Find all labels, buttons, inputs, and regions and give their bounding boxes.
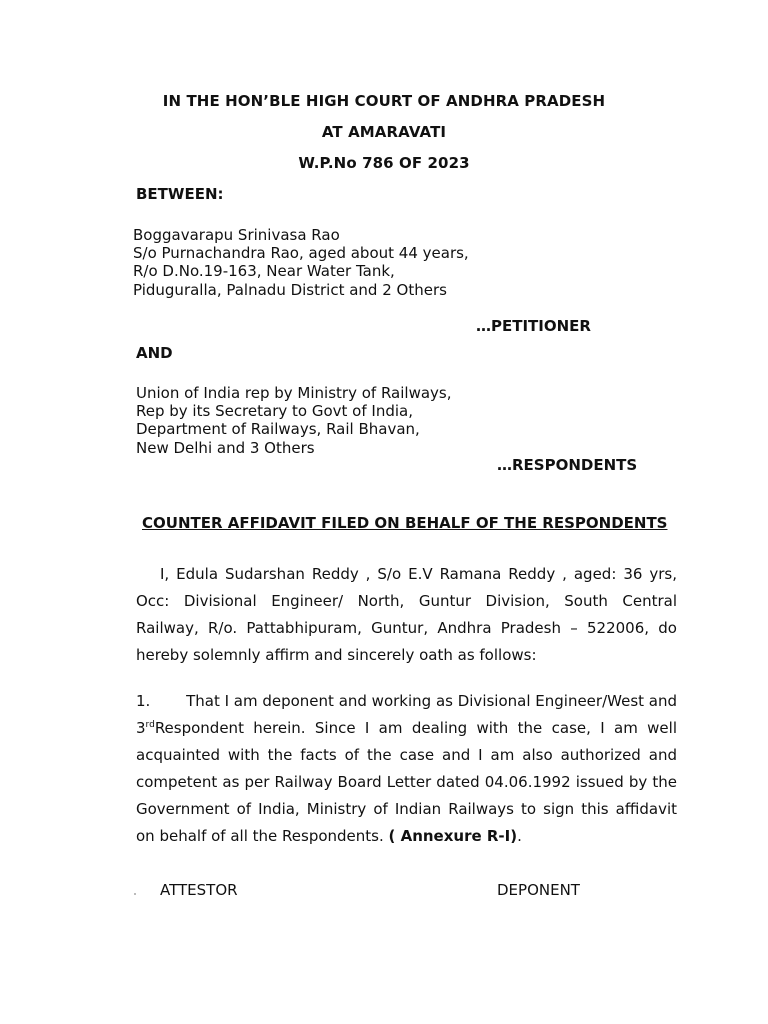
para1-line: Respondent herein. Since I am dealing with the case, I am well [154, 719, 677, 737]
margin-mark [134, 893, 136, 895]
petitioner-line: R/o D.No.19-163, Near Water Tank, [133, 262, 395, 281]
intro-line: I, Edula Sudarshan Reddy , S/o E.V Ramana Reddy , aged: 36 yrs, [160, 565, 677, 583]
respondents-label: …RESPONDENTS [497, 456, 638, 474]
para1-line: Government of India, Ministry of Indian Railways to sign this affidavit [136, 800, 677, 818]
petitioner-label: …PETITIONER [476, 317, 591, 335]
intro-line: Railway, R/o. Pattabhipuram, Guntur, Andhra Pradesh – 522006, do [136, 619, 677, 637]
respondent-line: Department of Railways, Rail Bhavan, [136, 420, 420, 439]
petitioner-line: S/o Purnachandra Rao, aged about 44 years, [133, 244, 469, 263]
para1-line: That I am deponent and working as Divisional Engineer/West and [186, 692, 677, 710]
para1-first-line [136, 688, 677, 715]
respondent-line: New Delhi and 3 Others [136, 438, 315, 457]
intro-line: Occ: Divisional Engineer/ North, Guntur Division, South Central [136, 592, 677, 610]
between-label: BETWEEN: [136, 185, 224, 203]
case-number: W.P.No 786 OF 2023 [298, 154, 470, 172]
intro-paragraph [136, 561, 677, 669]
court-title: IN THE HON’BLE HIGH COURT OF ANDHRA PRADESH [162, 92, 606, 110]
ordinal-suffix: rd [145, 720, 155, 730]
respondents-address [136, 384, 452, 457]
attestor-label: ATTESTOR [160, 881, 238, 899]
deponent-label: DEPONENT [497, 881, 580, 899]
ordinal-number: 3 [136, 719, 146, 737]
para1-line: competent as per Railway Board Letter dated 04.06.1992 issued by the [136, 773, 677, 791]
affidavit-heading: COUNTER AFFIDAVIT FILED ON BEHALF OF THE RESPONDENTS [142, 514, 668, 532]
and-label: AND [136, 344, 173, 362]
respondent-line: Union of India rep by Ministry of Railways, [136, 384, 452, 402]
petitioner-line: Piduguralla, Palnadu District and 2 Others [133, 280, 447, 299]
para1-line-text: on behalf of all the Respondents. [136, 827, 389, 845]
para1-line-end: . [517, 827, 522, 845]
para1-line: acquainted with the facts of the case and I am also authorized and [136, 746, 677, 764]
annexure-reference: ( Annexure R-I) [388, 827, 518, 845]
paragraph-1 [136, 688, 677, 850]
court-place: AT AMARAVATI [321, 123, 447, 141]
petitioner-address [133, 226, 469, 299]
petitioner-line: Boggavarapu Srinivasa Rao [133, 226, 340, 244]
intro-line: hereby solemnly affirm and sincerely oath as follows: [136, 646, 537, 664]
para1-number: 1. [136, 692, 151, 710]
para1-second-line [136, 715, 677, 742]
respondent-line: Rep by its Secretary to Govt of India, [136, 402, 413, 421]
para1-last-line [136, 823, 677, 850]
